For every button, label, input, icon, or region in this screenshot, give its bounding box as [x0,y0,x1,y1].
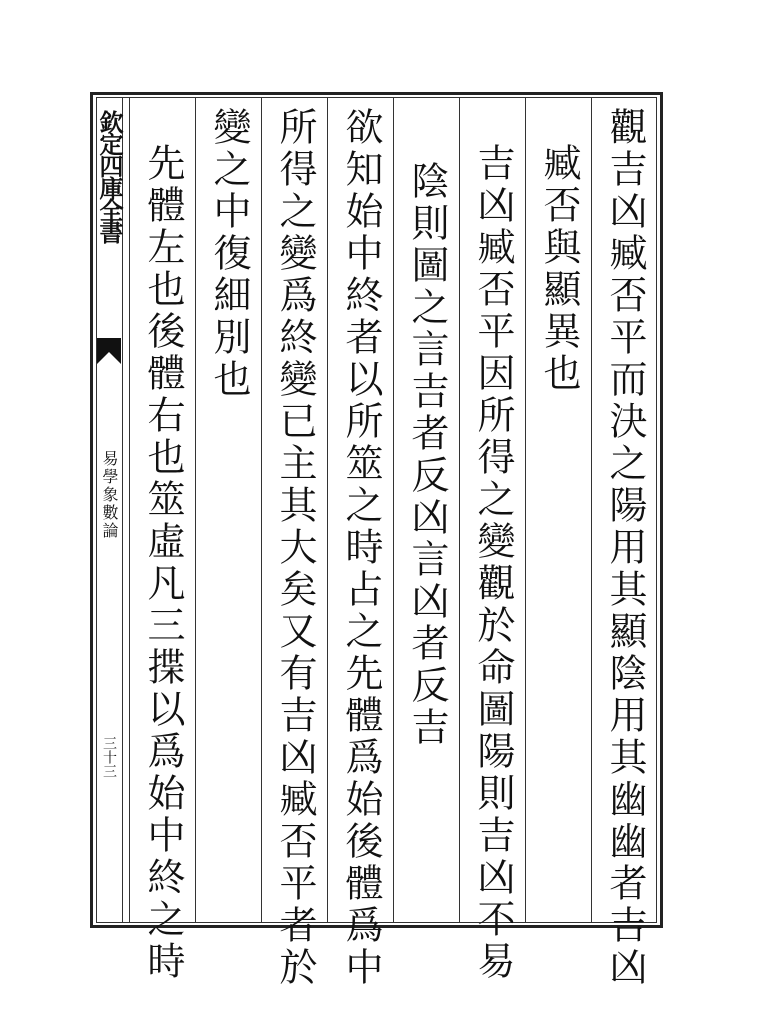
column-text: 臧否與顯異也 [537,143,581,395]
column-text: 觀吉凶臧否平而決之陽用其顯陰用其幽幽者吉凶 [603,107,647,989]
column-text: 所得之變爲終變已主其大矣又有吉凶臧否平者於 [273,107,317,989]
column-text: 吉凶臧否平因所得之變觀於命圖陽則吉凶不易 [471,143,515,983]
chapter-title: 易學象數論 [100,450,119,540]
text-column-6 [261,97,327,989]
text-column-1 [591,97,657,989]
fishtail-mark-icon [97,338,121,364]
text-block [122,97,657,989]
column-text: 變之中復細別也 [207,107,251,401]
column-text: 欲知始中終者以所筮之時占之先體爲始後體爲中 [339,107,383,989]
page-number: 三十三 [101,736,117,778]
text-column-7 [195,97,261,923]
column-text: 陰則圖之言吉者反凶言凶者反吉 [405,161,449,749]
column-text: 先體左也後體右也筮虛凡三揲以爲始中終之時 [141,143,185,983]
text-column-4 [393,97,459,923]
text-column-5 [327,97,393,989]
text-column-8 [129,97,195,983]
book-title: 欽定四庫全書 [95,110,124,242]
text-column-3 [459,97,525,983]
text-column-2 [525,97,591,923]
